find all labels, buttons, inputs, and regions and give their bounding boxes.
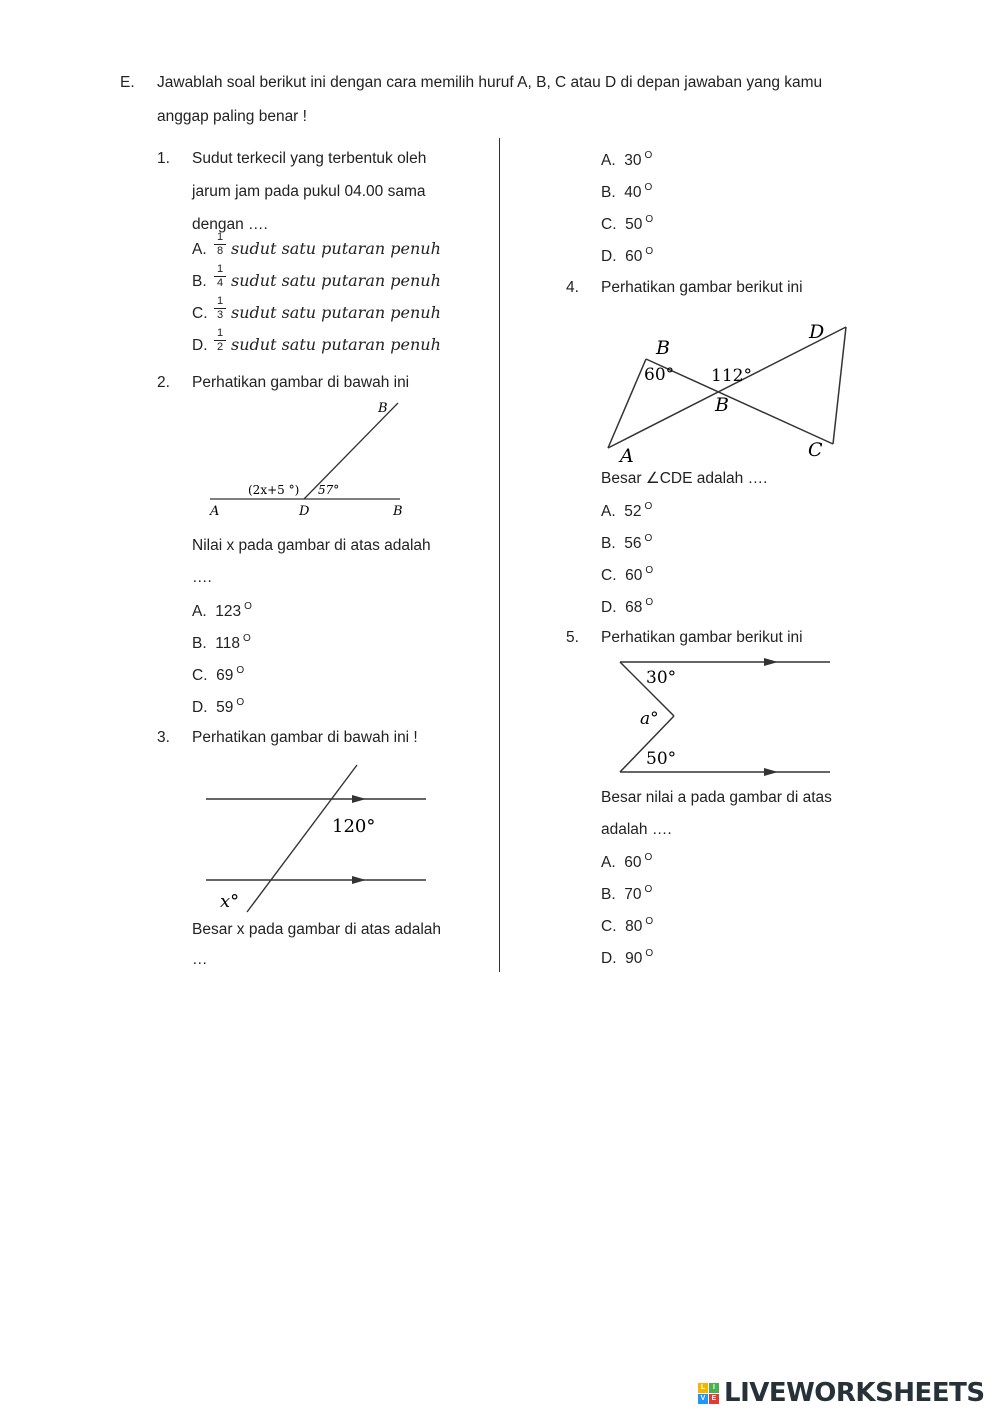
q1-number: 1. bbox=[157, 150, 170, 167]
label-b-top: B bbox=[378, 401, 388, 416]
label-112: 112° bbox=[711, 366, 752, 386]
q4-option-d[interactable]: D. 68 $^O$ bbox=[601, 597, 654, 616]
fraction: 1 3 bbox=[213, 296, 227, 321]
label-b-mid: B bbox=[715, 394, 729, 416]
q2-option-c[interactable]: C. 69 $^O$ bbox=[192, 665, 245, 684]
option-text: sudut satu putaran penuh bbox=[231, 303, 441, 322]
label-d: D bbox=[299, 504, 310, 519]
label-c: C bbox=[808, 439, 823, 461]
liveworksheets-logo-icon: L I V E bbox=[698, 1383, 720, 1405]
q3-question-line-2: … bbox=[192, 951, 208, 968]
q4-option-c[interactable]: C. 60 $^O$ bbox=[601, 565, 654, 584]
label-120: 120° bbox=[332, 816, 376, 837]
instruction-line-1: Jawablah soal berikut ini dengan cara memilih huruf A, B, C atau D di depan jawaban yang kamu bbox=[157, 74, 823, 91]
option-letter: A. bbox=[192, 241, 207, 258]
label-a: a° bbox=[640, 709, 659, 729]
q4-option-a[interactable]: A. 52 $^O$ bbox=[601, 501, 653, 520]
segment-da bbox=[608, 327, 846, 448]
q3-option-b[interactable]: B. 40 $^O$ bbox=[601, 182, 653, 201]
q3-question-line-1: Besar x pada gambar di atas adalah bbox=[192, 921, 442, 938]
q3-parallel-lines-figure bbox=[200, 760, 435, 920]
q2-question-line-2: …. bbox=[192, 569, 212, 586]
q5-number: 5. bbox=[566, 629, 579, 646]
q5-zigzag-figure bbox=[612, 652, 837, 780]
option-letter: D. bbox=[192, 337, 208, 354]
q2-number: 2. bbox=[157, 374, 170, 391]
segment-ab bbox=[608, 359, 646, 448]
label-d: D bbox=[809, 321, 825, 343]
q5-option-b[interactable]: B. 70 $^O$ bbox=[601, 884, 653, 903]
q5-question-line-1: Besar nilai a pada gambar di atas bbox=[601, 789, 832, 806]
q5-option-d[interactable]: D. 90 $^O$ bbox=[601, 948, 654, 967]
option-text: sudut satu putaran penuh bbox=[231, 271, 441, 290]
q2-prompt: Perhatikan gambar di bawah ini bbox=[192, 374, 410, 391]
label-b: B bbox=[393, 504, 403, 519]
arrow-top-icon bbox=[764, 658, 778, 666]
label-50: 50° bbox=[646, 749, 677, 769]
q3-number: 3. bbox=[157, 729, 170, 746]
q3-option-c[interactable]: C. 50 $^O$ bbox=[601, 214, 654, 233]
q2-angle-figure bbox=[200, 395, 410, 525]
q5-option-a[interactable]: A. 60 $^O$ bbox=[601, 852, 653, 871]
q5-prompt: Perhatikan gambar berikut ini bbox=[601, 629, 803, 646]
option-text: sudut satu putaran penuh bbox=[231, 335, 441, 354]
fraction: 1 2 bbox=[213, 328, 227, 353]
q3-option-a[interactable]: A. 30 $^O$ bbox=[601, 150, 653, 169]
option-letter: C. bbox=[192, 305, 208, 322]
label-a: A bbox=[620, 445, 634, 467]
q2-option-d[interactable]: D. 59 $^O$ bbox=[192, 697, 245, 716]
q1-line-2: jarum jam pada pukul 04.00 sama bbox=[192, 183, 426, 200]
q4-number: 4. bbox=[566, 279, 579, 296]
q4-prompt: Perhatikan gambar berikut ini bbox=[601, 279, 803, 296]
label-angle-57: 57° bbox=[318, 483, 340, 497]
q2-option-a[interactable]: A. 123 $^O$ bbox=[192, 601, 252, 620]
q3-prompt: Perhatikan gambar di bawah ini ! bbox=[192, 729, 418, 746]
option-letter: B. bbox=[192, 273, 207, 290]
q2-question-line-1: Nilai x pada gambar di atas adalah bbox=[192, 537, 431, 554]
q4-question: Besar ∠CDE adalah …. bbox=[601, 470, 768, 487]
fraction: 1 8 bbox=[213, 232, 227, 257]
q4-bowtie-figure bbox=[600, 315, 860, 467]
label-x: x° bbox=[220, 891, 240, 912]
option-text: sudut satu putaran penuh bbox=[231, 239, 441, 258]
q3-option-d[interactable]: D. 60 $^O$ bbox=[601, 246, 654, 265]
q1-line-1: Sudut terkecil yang terbentuk oleh bbox=[192, 150, 427, 167]
arrow-top-icon bbox=[352, 795, 366, 803]
q5-option-c[interactable]: C. 80 $^O$ bbox=[601, 916, 654, 935]
arrow-bottom-icon bbox=[352, 876, 366, 884]
q5-question-line-2: adalah …. bbox=[601, 821, 672, 838]
label-b: B bbox=[656, 337, 670, 359]
arrow-bottom-icon bbox=[764, 768, 778, 776]
q4-option-b[interactable]: B. 56 $^O$ bbox=[601, 533, 653, 552]
fraction: 1 4 bbox=[213, 264, 227, 289]
liveworksheets-logo-text[interactable]: LIVEWORKSHEETS bbox=[724, 1378, 985, 1408]
transversal bbox=[247, 765, 357, 912]
label-30: 30° bbox=[646, 668, 677, 688]
column-divider bbox=[499, 138, 500, 972]
section-label: E. bbox=[120, 74, 135, 91]
instruction-line-2: anggap paling benar ! bbox=[157, 108, 307, 125]
q1-line-3: dengan …. bbox=[192, 216, 268, 233]
q2-option-b[interactable]: B. 118 $^O$ bbox=[192, 633, 251, 652]
segment-cd bbox=[833, 327, 846, 444]
label-expression: (2x+5 °) bbox=[248, 483, 300, 497]
label-60: 60° bbox=[644, 365, 675, 385]
label-a: A bbox=[210, 504, 220, 519]
